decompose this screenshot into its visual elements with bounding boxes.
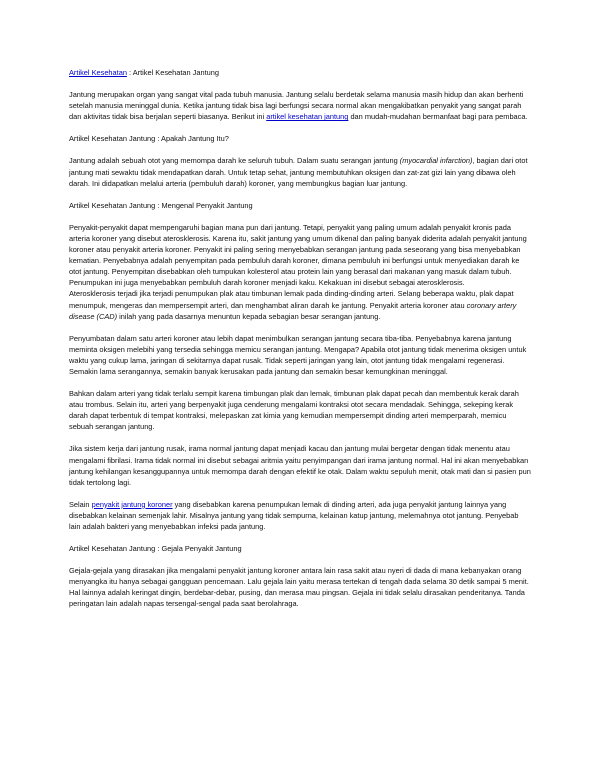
artikel-kesehatan-jantung-link[interactable]: artikel kesehatan jantung (266, 112, 349, 122)
section2-p6-text: Selain (69, 499, 92, 509)
section2-paragraph-5: Jika sistem kerja dari jantung rusak, irama normal jantung dapat menjadi kacau dan jantung mulai bergetar dengan tidak menentu atau mengalami fibrilasi. Irama tidak normal ini disebut sebagai aritmia yaitu penyimpangan dari irama jantung normal. Hal ini akan menyebabkan jantung kehilangan kesanggupannya untuk memompa darah dengan efektif ke otak. Dalam waktu sepuluh menit, otak mati dan si pasien pun tidak tertolong lagi. (69, 444, 531, 487)
section2-paragraph-2 (69, 288, 531, 321)
penyakit-jantung-koroner-link[interactable]: penyakit jantung koroner (91, 499, 173, 509)
section1-paragraph (69, 155, 531, 188)
section2-paragraph-6 (69, 499, 531, 532)
section1-text: Jantung adalah sebuah otot yang memompa darah ke seluruh tubuh. Dalam suatu serangan jantung (69, 156, 400, 166)
section2-paragraph-1: Penyakit-penyakit dapat mempengaruhi bagian mana pun dari jantung. Tetapi, penyakit yang paling umum adalah penyakit kronis pada arteria koroner yang disebut aterosklerosis. Karena itu, sakit jantung yang umum dikenal dan paling banyak diderita adalah penyakit jantung koroner atau penyakit arteria koroner. Penyakit ini paling sering menyebabkan serangan jantung pada seseorang yang bisa menyebabkan kematian. Penyebabnya adalah penyempitan pada pembuluh darah koroner, dimana pembuluh ini berfungsi untuk menyediakan darah ke otot jantung. Penyempitan disebabkan oleh tumpukan kolesterol atau protein lain yang berasal dari makanan yang masuk dalam tubuh. Penumpukan ini juga menyebabkan pembuluh darah koroner menjadi kaku. Kekakuan ini disebut sebagai aterosklerosis. (69, 222, 527, 288)
section2-italic-term: coronary artery disease (CAD) (69, 300, 517, 321)
document-page (69, 67, 531, 621)
section2-p2-text: Aterosklerosis terjadi jika terjadi penumpukan plak atau timbunan lemak pada dinding-dinding arteri. Selang beberapa waktu, plak dapat menumpuk, mengeras dan mempersempit arteri, dan menghambat aliran darah ke jantung. Penyakit arteria koroner atau (69, 289, 514, 310)
section1-text-end: , bagian dari otot jantung mati sewaktu tidak mendapatkan darah. Untuk tetap sehat, jantung membutuhkan oksigen dan zat-zat gizi lain yang dibawa oleh darah. Ini didapatkan melalui arteria (pembuluh darah) koroner, yang membungkus bagian luar jantung. (69, 156, 528, 188)
section2-p2-text-end: inilah yang pada dasarnya menuntun kepada sebagian besar serangan jantung. (117, 311, 381, 321)
intro-text: Jantung merupakan organ yang sangat vital pada tubuh manusia. Jantung selalu berdetak selama manusia masih hidup dan akan berhenti setelah manusia meninggal dunia. Ketika jantung tidak bisa lagi berfungsi secara normal akan mengakibatkan penyakit yang sangat parah dan aktivitas tidak bisa berjalan seperti biasanya. Berikut ini (69, 90, 524, 122)
section-heading-mengenal-penyakit: Artikel Kesehatan Jantung : Mengenal Penyakit Jantung (69, 200, 253, 210)
section1-italic-term: (myocardial infarction) (399, 156, 473, 166)
section-heading-gejala-penyakit: Artikel Kesehatan Jantung : Gejala Penyakit Jantung (69, 544, 242, 554)
artikel-kesehatan-link[interactable]: Artikel Kesehatan (69, 68, 127, 77)
section2-paragraph-4: Bahkan dalam arteri yang tidak terlalu sempit karena timbungan plak dan lemak, timbunan plak dapat pecah dan membentuk kerak darah atau trombus. Selain itu, arteri yang berpenyakit juga cenderung mengalami kontraksi otot secara mendadak. Sehingga, sekeping kerak darah dapat terbentuk di tempat kontraksi, melepaskan zat kimia yang kemudian mempersempit dinding arteri memperparah, memicu sebuah serangan jantung. (69, 389, 519, 432)
section-heading-apakah-jantung: Artikel Kesehatan Jantung : Apakah Jantung Itu? (69, 134, 229, 144)
section3-paragraph: Gejala-gejala yang dirasakan jika mengalami penyakit jantung koroner antara lain rasa sakit atau nyeri di dada di mana kebanyakan orang menyangka itu hanya sebagai gangguan pencernaan. Lalu gejala lain yaitu merasa tertekan di tengah dada selama 30 detik sampai 5 menit. Hal lainnya adalah keringat dingin, berdebar-debar, pusing, dan merasa mau pingsan. Gejala ini tidak selalu dirasakan penderitanya. Tanda peringatan lain adalah napas tersengal-sengal pada saat berolahraga. (69, 566, 529, 609)
intro-text-end: dan mudah-mudahan bermanfaat bagi para pembaca. (348, 112, 528, 122)
intro-paragraph (69, 89, 531, 122)
page-title-text: : Artikel Kesehatan Jantung (126, 68, 219, 77)
section2-paragraph-3: Penyumbatan dalam satu arteri koroner atau lebih dapat menimbulkan serangan jantung secara tiba-tiba. Penyebabnya karena jantung meminta oksigen melebihi yang tersedia sehingga memicu serangan jantung. Mengapa? Apabila otot jantung tidak menerima oksigen untuk waktu yang cukup lama, jaringan di sekitarnya dapat rusak. Tidak seperti jaringan yang lain, otot jantung tidak mengalami regenerasi. Semakin lama serangannya, semakin banyak kerusakan pada jantung dan semakin besar kemungkinan meninggal. (69, 333, 527, 376)
section2-p6-text-end: yang disebabkan karena penumpukan lemak di dinding arteri, ada juga penyakit jantung lainnya yang disebabkan kelainan semenjak lahir. Misalnya jantung yang tidak sempurna, kelainan katup jantung, melemahnya otot jantung. Penyebab lain adalah bakteri yang menyebabkan infeksi pada jantung. (69, 499, 519, 531)
page-title (69, 67, 531, 78)
